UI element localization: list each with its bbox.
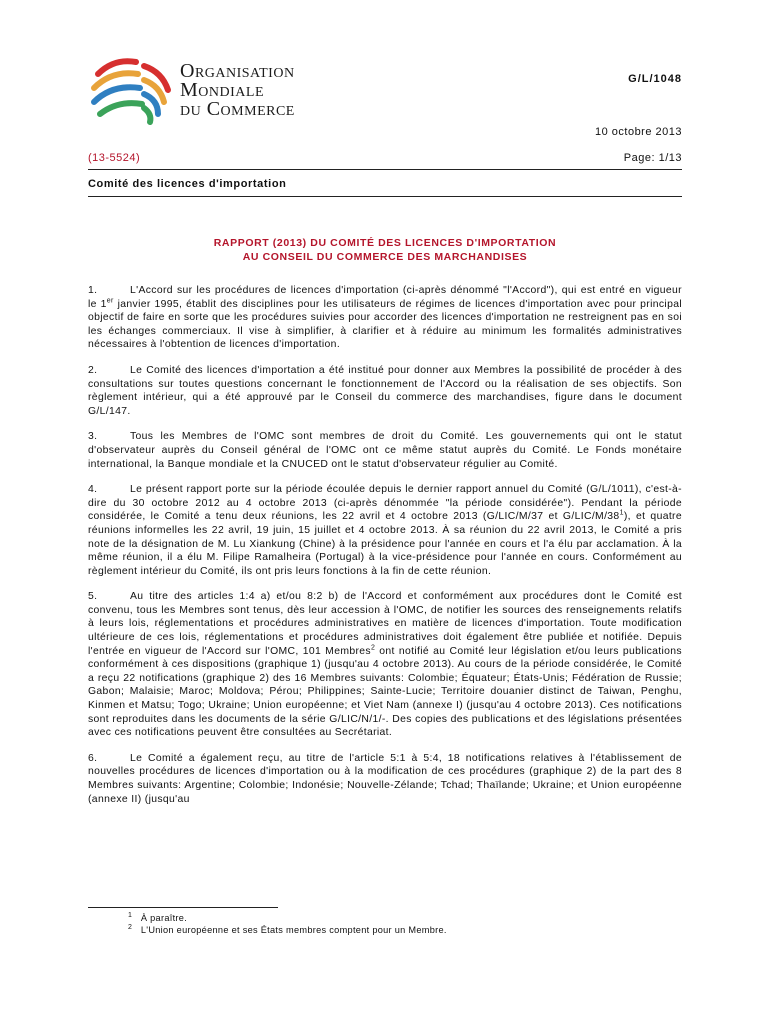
footnote-1: 1 À paraître. [128, 911, 188, 923]
paragraph-text: ont notifié au Comité leur législation et/ou leurs publications conformément à ces dispositions (graphique 1) (jusqu'au 4 octobre 2013). Au cours de la période considérée, le Comité a reçu 22 notifications (graphique 2) des 16 Membres suivants: Colombie; Équateur; États-Unis; Fédération de Russie; Gabon; Malaisie; Maroc; Moldova; Pérou; Philippines; Sainte-Lucie; Territoire douanier distinct de Taiwan, Penghu, Kinmen et Matsu; Togo; Ukraine; Union européenne; et Viet Nam (annexe I) (jusqu'au 4 octobre 2013). Ces notifications sont reproduites dans les documents de la série G/LIC/N/1/-. Des copies des publications et des législations présentées avec ces notifications peuvent être consultées au Secrétariat. [88, 645, 682, 739]
paragraph-number: 3. [88, 431, 98, 443]
superscript: er [106, 297, 114, 305]
org-name-line2: Mondiale [180, 79, 264, 101]
footnotes [128, 912, 447, 936]
paragraph-number: 2. [88, 364, 98, 376]
footnote-ref-2: 2 [370, 644, 376, 652]
paragraph-text: Au titre des articles 1:4 a) et/ou 8:2 b) de l'Accord et conformément aux procédures dont le Comité est convenu, tous les Membres sont tenus, dès leur accession à l'OMC, de notifier les sources des renseignements relatifs à leurs lois, réglementations et procédures administratives en matière de licences d'importation. Toute modification ultérieure de ces lois, réglementations et procédures administratives doit également être publiée et notifiée. Depuis l'entrée en vigueur de l'Accord sur l'OMC, 101 Membres [88, 591, 682, 657]
paragraph-number: 5. [88, 591, 98, 603]
document-reference: (13-5524) [88, 152, 141, 164]
paragraph-6 [88, 752, 682, 806]
wto-logo-icon [84, 52, 180, 130]
paragraph-text: Tous les Membres de l'OMC sont membres de droit du Comité. Les gouvernements qui ont le statut d'observateur auprès du Conseil général de l'OMC ont ce même statut auprès du Comité. Le Fonds monétaire international, la Banque mondiale et la CNUCED ont le statut d'observateur régulier au Comité. [88, 431, 682, 470]
report-title-line1: RAPPORT (2013) DU COMITÉ DES LICENCES D'IMPORTATION [213, 237, 557, 249]
footnote-divider [88, 907, 278, 908]
paragraph-text: janvier 1995, établit des disciplines pour les utilisateurs de régimes de licences d'importation avec pour principal objectif de faire en sorte que les procédures suivies pour accorder des licences d'importation ne restreignent pas en soi les échanges commerciaux. Il vise à simplifier, à clarifier et à réduire au minimum les formalités administratives nécessaires à l'obtention de licences d'importation. [88, 298, 683, 351]
document-symbol: G/L/1048 [628, 73, 682, 85]
report-body [88, 284, 682, 818]
footnote-text: À paraître. [140, 913, 188, 923]
organization-name [180, 62, 295, 119]
footnote-ref-1: 1 [619, 509, 624, 517]
paragraph-number: 4. [88, 484, 98, 496]
paragraph-number: 6. [88, 752, 98, 764]
paragraph-text: Le présent rapport porte sur la période écoulée depuis le dernier rapport annuel du Comité (G/L/1011), c'est-à-dire du 30 octobre 2012 au 4 octobre 2013 (ci-après dénommée "la période considérée"). Pendant la période considérée, le Comité a tenu deux réunions, les 22 avril et 4 octobre 2013 (G/LIC/M/37 et G/LIC/M/38 [88, 484, 682, 523]
paragraph-text: L'Accord sur les procédures de licences d'importation (ci-après dénommé "l'Accord"), qui est entré en vigueur le 1 [88, 285, 682, 310]
footnote-text: L'Union européenne et ses États membres comptent pour un Membre. [140, 925, 447, 935]
report-title-line2: AU CONSEIL DU COMMERCE DES MARCHANDISES [242, 251, 528, 263]
paragraph-3 [88, 430, 682, 471]
committee-divider [88, 196, 682, 197]
footnote-2: 2 L'Union européenne et ses États membres comptent pour un Membre. [128, 923, 447, 935]
document-date: 10 octobre 2013 [594, 126, 682, 138]
committee-name: Comité des licences d'importation [88, 178, 287, 190]
paragraph-2 [88, 364, 682, 418]
header-divider [88, 169, 682, 170]
paragraph-text: Le Comité a également reçu, au titre de l'article 5:1 à 5:4, 18 notifications relatives à l'établissement de nouvelles procédures de licences d'importation ou à la modification de ces procédures (graphique 2) de la part des 8 Membres suivants: Argentine; Colombie; Indonésie; Nouvelle-Zélande; Tchad; Thaïlande; Ukraine; et Union européenne (annexe II) (jusqu'au [88, 752, 682, 805]
paragraph-4 [88, 483, 682, 578]
paragraph-number: 1. [88, 285, 98, 296]
paragraph-1 [88, 284, 682, 352]
page-number: Page: 1/13 [623, 152, 682, 164]
org-name-line3: du Commerce [180, 98, 295, 120]
paragraph-text: ), et quatre réunions informelles les 22 avril, 19 juin, 15 juillet et 4 octobre 2013. À sa réunion du 22 avril 2013, le Comité a pris note de la désignation de M. Lu Xiankung (Chine) à la présidence pour l'année en cours et l'a élu par acclamation. À la même réunion, il a élu M. Filipe Ramalheira (Portugal) à la vice-présidence pour l'année en cours. Conformément au règlement intérieur du Comité, ils ont pris leurs fonctions à la fin de cette réunion. [88, 511, 682, 577]
paragraph-5 [88, 590, 682, 740]
report-title [88, 236, 682, 264]
paragraph-text: Le Comité des licences d'importation a été institué pour donner aux Membres la possibilité de procéder à des consultations sur toutes questions concernant le fonctionnement de l'Accord ou la réalisation de ses objectifs. Son règlement intérieur, qui a été approuvé par le Conseil du commerce des marchandises, figure dans le document G/L/147. [88, 364, 682, 417]
org-name-line1: Organisation [180, 60, 295, 82]
